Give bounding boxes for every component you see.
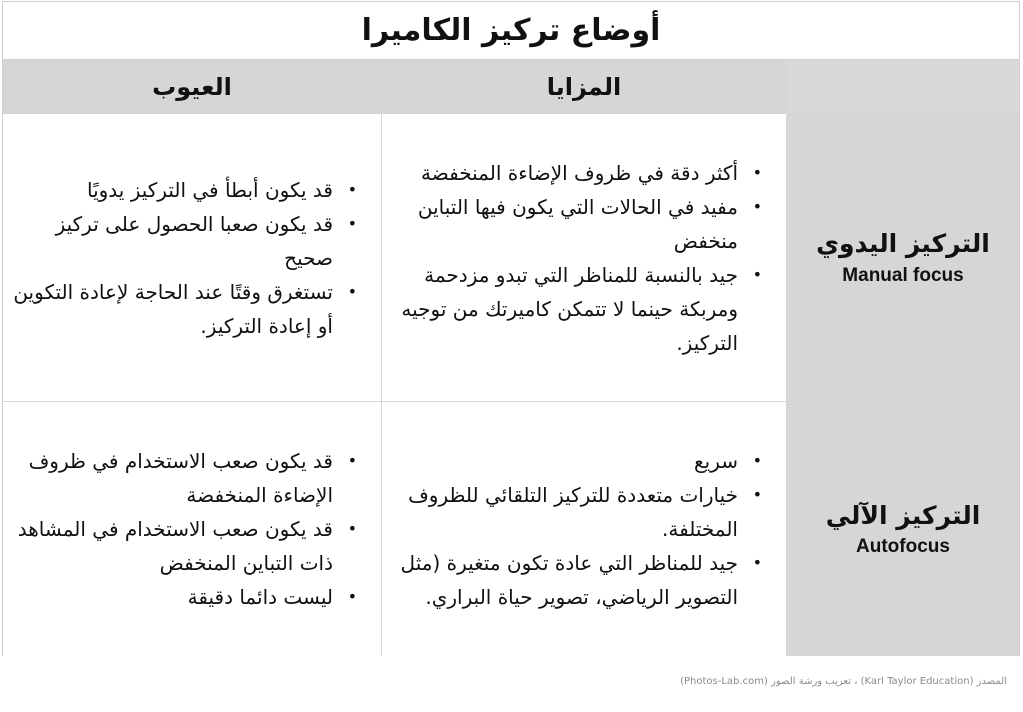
source-credit: المصدر (Karl Taylor Education) ، تعريب ورشة الصور (Photos-Lab.com) [680,676,1007,687]
disadvantages-list [13,173,359,343]
manual-focus-label [786,114,1019,402]
autofocus-label [786,402,1019,656]
list-item: • ليست دائما دقيقة [13,580,359,614]
list-item: • جيد بالنسبة للمناظر التي تبدو مزدحمة ومربكة حينما لا تتمكن كاميرتك من توجيه التركيز. [392,258,764,360]
advantages-list [392,444,764,614]
list-item: • أكثر دقة في ظروف الإضاءة المنخفضة [392,156,764,190]
manual-focus-disadvantages [3,114,381,402]
manual-focus-name-ar: التركيز اليدوي [816,229,990,259]
list-item: • تستغرق وقتًا عند الحاجة لإعادة التكوين أو إعادة التركيز. [13,275,359,343]
manual-focus-advantages [381,114,786,402]
page-title: أوضاع تركيز الكاميرا [361,13,661,48]
list-item: • مفيد في الحالات التي يكون فيها التباين منخفض [392,190,764,258]
title-row [3,2,1019,60]
list-item: • جيد للمناظر التي عادة تكون متغيرة (مثل التصوير الرياضي، تصوير حياة البراري. [392,546,764,614]
autofocus-name-en: Autofocus [856,536,950,558]
advantages-header: المزايا [381,60,786,114]
list-item: • سريع [392,444,764,478]
manual-focus-name-en: Manual focus [842,264,964,286]
list-item: • خيارات متعددة للتركيز التلقائي للظروف المختلفة. [392,478,764,546]
advantages-list [392,156,764,360]
disadvantages-header: العيوب [3,60,381,114]
autofocus-name-ar: التركيز الآلي [825,500,981,530]
autofocus-disadvantages [3,402,381,656]
corner-header-cell [786,60,1019,114]
list-item: • قد يكون صعب الاستخدام في ظروف الإضاءة المنخفضة [13,444,359,512]
comparison-table [2,1,1020,656]
table-grid [3,60,1019,656]
list-item: • قد يكون أبطأ في التركيز يدويًا [13,173,359,207]
autofocus-advantages [381,402,786,656]
list-item: • قد يكون صعب الاستخدام في المشاهد ذات التباين المنخفض [13,512,359,580]
list-item: • قد يكون صعبا الحصول على تركيز صحيح [13,207,359,275]
disadvantages-list [13,444,359,614]
